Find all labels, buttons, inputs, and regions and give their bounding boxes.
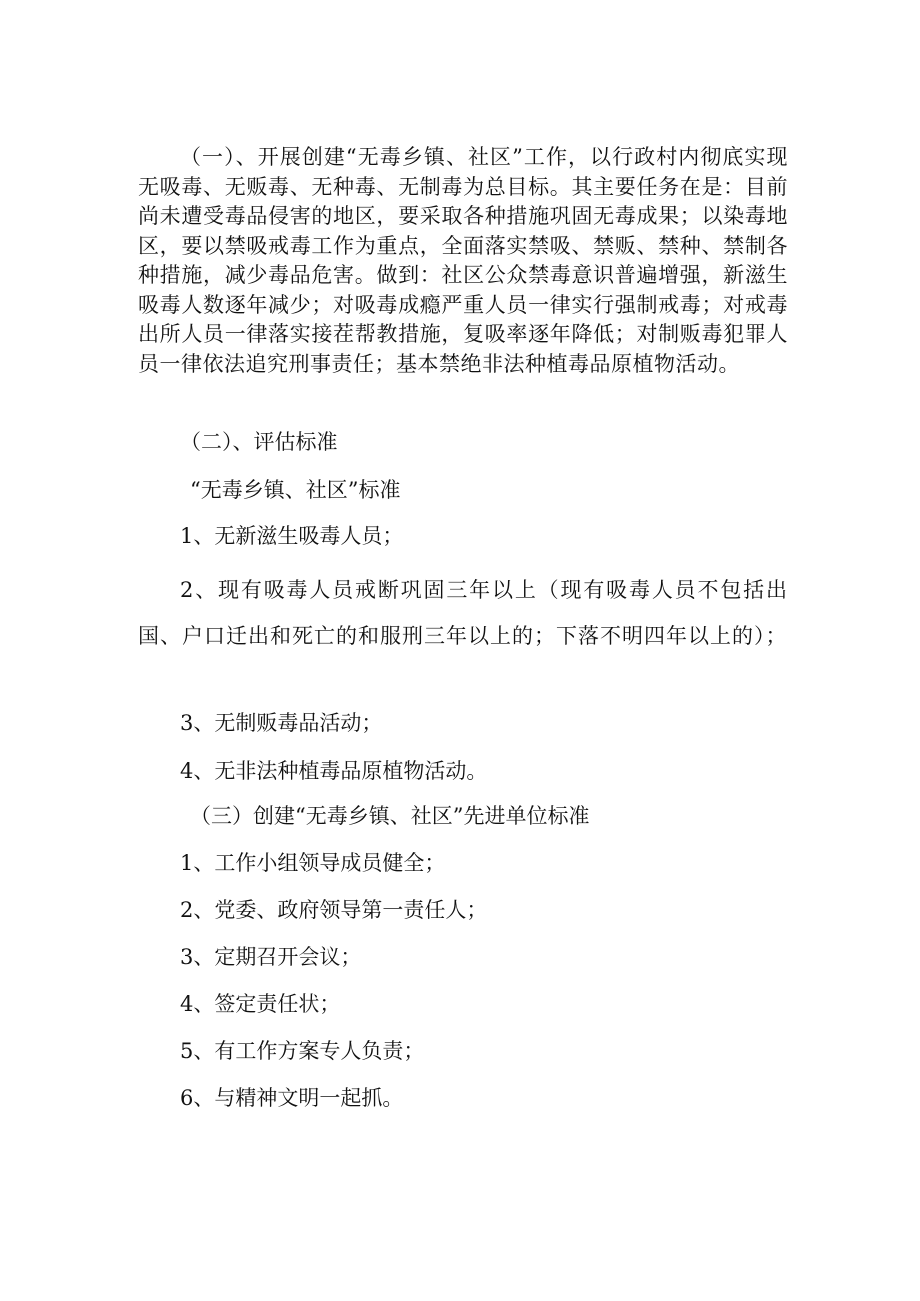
advanced-item-2: 2、党委、政府领导第一责任人；: [180, 898, 488, 922]
standard-item-3: 3、无制贩毒品活动；: [180, 711, 383, 735]
advanced-item-4: 4、签定责任状；: [180, 992, 341, 1016]
advanced-item-1: 1、工作小组领导成员健全；: [180, 851, 446, 875]
advanced-item-6: 6、与精神文明一起抓。: [180, 1086, 404, 1110]
advanced-item-3: 3、定期召开会议；: [180, 945, 362, 969]
standard-item-1: 1、无新滋生吸毒人员；: [180, 524, 404, 548]
intro-paragraph: （一）、开展创建“无毒乡镇、社区”工作，以行政村内彻底实现无吸毒、无贩毒、无种毒、无制毒为总目标。其主要任务在是：目前尚未遭受毒品侵害的地区，要采取各种措施巩固无毒成果；以染毒地区，要以禁吸戒毒工作为重点，全面落实禁吸、禁贩、禁种、禁制各种措施，减少毒品危害。做到：社区公众禁毒意识普遍增强，新滋生吸毒人数逐年减少；对吸毒成瘾严重人员一律实行强制戒毒；对戒毒出所人员一律落实接茬帮教措施，复吸率逐年降低；对制贩毒犯罪人员一律依法追究刑事责任；基本禁绝非法种植毒品原植物活动。: [138, 145, 788, 376]
advanced-item-5: 5、有工作方案专人负责；: [180, 1039, 425, 1063]
section3-heading: （三）创建“无毒乡镇、社区”先进单位标准: [190, 804, 590, 828]
standard-title: “无毒乡镇、社区”标准: [190, 478, 401, 502]
section2-heading: （二）、评估标准: [180, 430, 338, 454]
standard-item-4: 4、无非法种植毒品原植物活动。: [180, 759, 488, 783]
standard-item-2: 2、现有吸毒人员戒断巩固三年以上（现有吸毒人员不包括出国、户口迁出和死亡的和服刑三年以上的；下落不明四年以上的）；: [138, 578, 788, 648]
